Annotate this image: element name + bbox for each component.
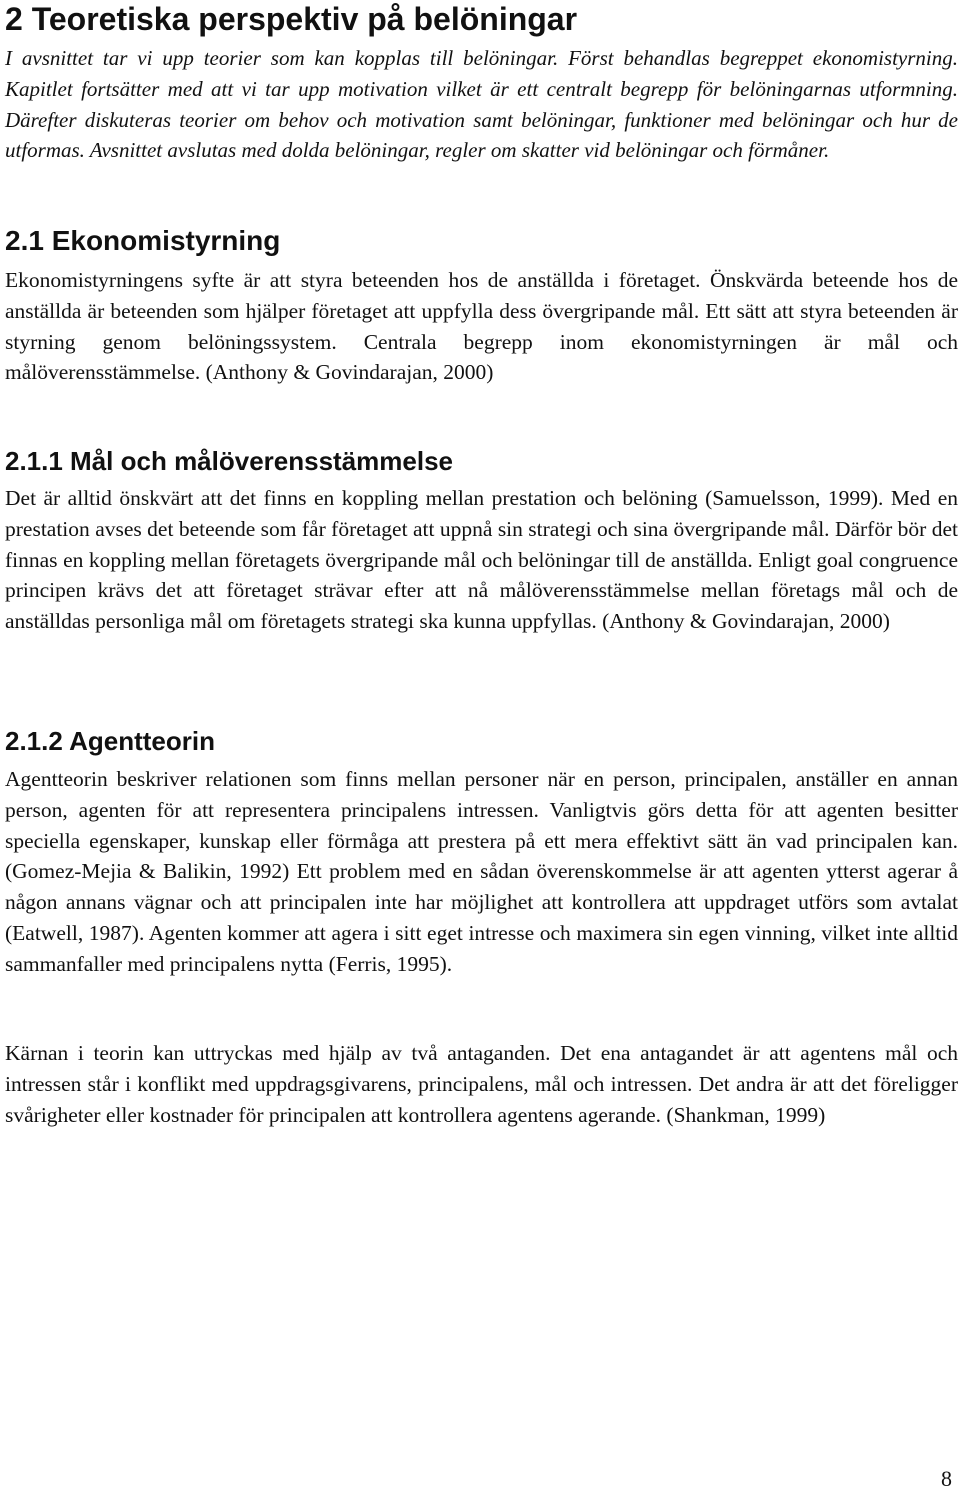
section-2-1-2-paragraph-1: Agentteorin beskriver relationen som finns mellan personer när en person, principalen, anställer en annan person, agenten för att representera principalens intressen. Vanligtvis görs detta för att agenten besitter speciella egenskaper, kunskap eller förmåga att prestera på ett mera effektivt sätt än vad principalen kan. (Gomez-Mejia & Balikin, 1992) Ett problem med en sådan överenskommelse är att agenten ytterst agerar å någon annans vägnar och att principalen inte har möjlighet att kontrollera att uppdraget utförs som avtalat (Eatwell, 1987). Agenten kommer att agera i sitt eget intresse och maximera sin egen vinning, vilket inte alltid sammanfaller med principalens nytta (Ferris, 1995). <box>5 767 958 976</box>
section-2-1-1-heading: 2.1.1 Mål och målöverensstämmelse <box>5 446 454 476</box>
chapter-heading: 2 Teoretiska perspektiv på belöningar <box>5 1 578 37</box>
chapter-intro-paragraph: I avsnittet tar vi upp teorier som kan kopplas till belöningar. Först behandlas begreppet ekonomistyrning. Kapitlet fortsätter med att vi tar upp motivation vilket är ett centralt begrepp för belöningarnas utformning. Därefter diskuteras teorier om behov och motivation samt belöningar, funktioner med belöningar och hur de utformas. Avsnittet avslutas med dolda belöningar, regler om skatter vid belöningar och förmåner. <box>5 46 958 163</box>
page-number: 8 <box>941 1466 952 1491</box>
section-2-1-heading: 2.1 Ekonomistyrning <box>5 225 281 256</box>
section-2-1-2-paragraph-2: Kärnan i teorin kan uttryckas med hjälp av två antaganden. Det ena antagandet är att agentens mål och intressen står i konflikt med uppdragsgivarens, principalens, mål och intressen. Det andra är att det föreligger svårigheter eller kostnader för principalen att kontrollera agentens agerande. (Shankman, 1999) <box>5 1041 958 1127</box>
section-2-1-1-paragraph: Det är alltid önskvärt att det finns en koppling mellan prestation och belöning (Samuelsson, 1999). Med en prestation avses det beteende som får företaget att uppnå sin strategi och sina övergripande mål. Därför bör det finnas en koppling mellan företagets övergripande mål och belöningar till de anställda. Enligt goal congruence principen krävs det att företaget strävar efter att nå målöverensstämmelse mellan företags mål och de anställdas personliga mål om företagets strategi ska kunna uppfyllas. (Anthony & Govindarajan, 2000) <box>5 486 958 634</box>
section-2-1-2-heading: 2.1.2 Agentteorin <box>5 726 215 756</box>
section-2-1-paragraph: Ekonomistyrningens syfte är att styra beteenden hos de anställda i företaget. Önskvärda beteende hos de anställda är beteenden som hjälper företaget att uppfylla dess övergripande mål. Ett sätt att styra beteenden är styrning genom belöningssystem. Centrala begrepp inom ekonomistyrningen är mål och målöverensstämmelse. (Anthony & Govindarajan, 2000) <box>5 268 958 385</box>
